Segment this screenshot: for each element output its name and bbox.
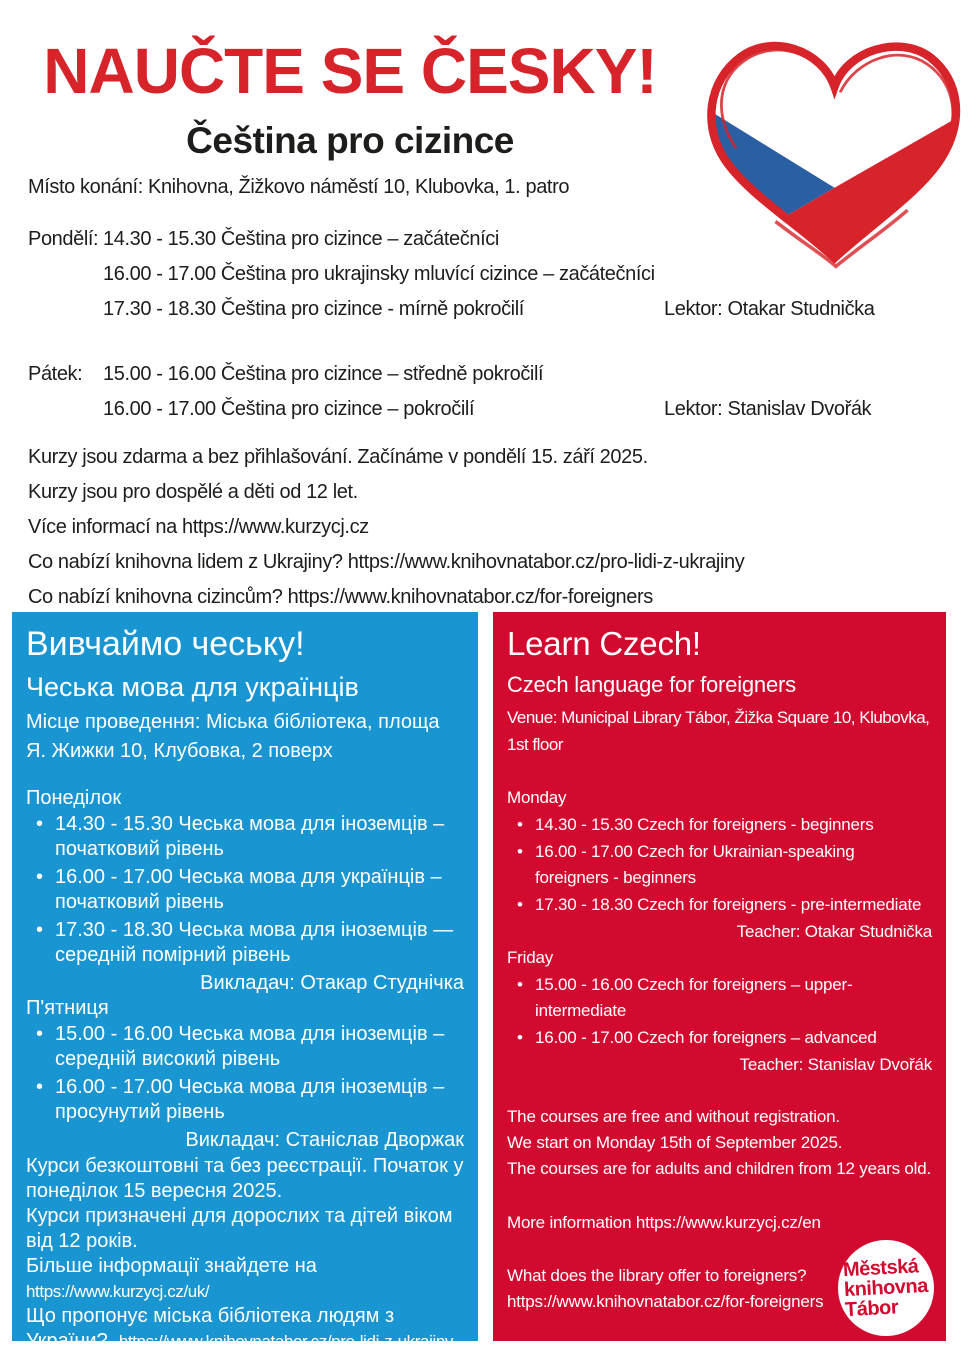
course-list-friday-en	[507, 972, 932, 1051]
course-item: • 15.00 - 16.00 Czech for foreigners – upper-intermediate	[507, 972, 932, 1024]
panel-subtitle-en: Czech language for foreigners	[507, 672, 796, 697]
note-line: Курси безкоштовні та без реєстрації. Початок у понеділок 15 вересня 2025.	[26, 1155, 464, 1202]
library-logo	[838, 1240, 934, 1336]
day-label-monday-en: Monday	[507, 788, 567, 807]
course-item: • 16.00 - 17.00 Чеська мова для українців – початковий рівень	[26, 865, 464, 915]
poster-title: NAUČTE SE ČESKY!	[43, 35, 657, 107]
schedule-item: 16.00 - 17.00 Čeština pro ukrajinsky mluvící cizince – začátečníci	[103, 263, 655, 285]
schedule-item: 16.00 - 17.00 Čeština pro cizince – pokročilí	[103, 398, 475, 420]
schedule-item: 17.30 - 18.30 Čeština pro cizince - mírně pokročilí	[103, 298, 524, 320]
panel-title-ua: Вивчаймо чеську!	[26, 625, 305, 663]
course-item: • 14.30 - 15.30 Czech for foreigners - beginners	[507, 812, 932, 838]
url-kurzycj-uk: https://www.kurzycj.cz/uk/	[26, 1282, 210, 1301]
course-list-monday-ua	[26, 812, 464, 968]
course-item: • 17.30 - 18.30 Czech for foreigners - pre-intermediate	[507, 892, 932, 918]
note-line: The courses are free and without registration.	[507, 1107, 840, 1126]
teacher-name: Викладач: Станіслав Дворжак	[185, 1129, 464, 1151]
teacher-name: Lektor: Otakar Studnička	[664, 298, 875, 320]
url-library-en: https://www.knihovnatabor.cz/for-foreigners	[507, 1292, 824, 1311]
teacher-name: Teacher: Otakar Studnička	[736, 922, 932, 941]
notes-en	[507, 1104, 932, 1182]
note-line: Курси призначені для дорослих та дітей віком від 12 років.	[26, 1205, 453, 1252]
info-line: Kurzy jsou zdarma a bez přihlašování. Začínáme v pondělí 15. září 2025.	[28, 446, 648, 468]
panel-subtitle-ua: Чеська мова для українців	[26, 672, 359, 702]
schedule-item: 15.00 - 16.00 Čeština pro cizince – středně pokročilí	[103, 363, 544, 385]
info-block-cz	[28, 440, 744, 615]
schedule-friday-label: Pátek:	[28, 363, 83, 385]
info-line: Více informací na https://www.kurzycj.cz	[28, 516, 369, 538]
library-logo-text: Městská knihovna Tábor	[842, 1255, 929, 1322]
url-library-ua: https://www.knihovnatabor.cz/pro-lidi-z-ukrajiny	[118, 1332, 453, 1351]
notes-ua	[26, 1154, 464, 1354]
course-list-monday-en	[507, 812, 932, 918]
note-line: Більше інформації знайдете на	[26, 1255, 317, 1277]
course-item: • 15.00 - 16.00 Чеська мова для іноземців – середній високий рівень	[26, 1022, 464, 1072]
info-line: Co nabízí knihovna lidem z Ukrajiny? https://www.knihovnatabor.cz/pro-lidi-z-ukrajiny	[28, 551, 745, 573]
teacher-name: Lektor: Stanislav Dvořák	[664, 398, 872, 420]
czech-flag-heart-icon	[692, 22, 977, 272]
more-info-line: More information https://www.kurzycj.cz/en	[507, 1213, 821, 1232]
day-label-friday-ua: П'ятниця	[26, 997, 109, 1019]
library-question-ua: Що пропонує міська бібліотека людям з України? https://www.knihovnatabor.cz/pro-lidi-z-ukrajiny	[26, 1305, 453, 1352]
library-question-en: What does the library offer to foreigners?	[507, 1266, 807, 1285]
course-item: • 14.30 - 15.30 Чеська мова для іноземців – початковий рівень	[26, 812, 464, 862]
info-line: Kurzy jsou pro dospělé a děti od 12 let.	[28, 481, 358, 503]
note-line: We start on Monday 15th of September 2025.	[507, 1133, 843, 1152]
teacher-name: Teacher: Stanislav Dvořák	[739, 1055, 932, 1074]
poster-subtitle: Čeština pro cizince	[186, 120, 514, 161]
teacher-name: Викладач: Отакар Студнічка	[200, 972, 464, 994]
english-panel	[493, 612, 946, 1341]
course-list-friday-ua	[26, 1022, 464, 1125]
day-label-monday-ua: Понеділок	[26, 787, 122, 809]
course-item: • 16.00 - 17.00 Czech for Ukrainian-speaking foreigners - beginners	[507, 839, 932, 891]
schedule-monday-label: Pondělí:	[28, 228, 99, 250]
course-item: • 16.00 - 17.00 Czech for foreigners – advanced	[507, 1025, 932, 1051]
panel-title-en: Learn Czech!	[507, 625, 701, 662]
venue-line-cz: Místo konání: Knihovna, Žižkovo náměstí 10, Klubovka, 1. patro	[28, 176, 570, 198]
course-item: • 16.00 - 17.00 Чеська мова для іноземців – просунутий рівень	[26, 1075, 464, 1125]
info-line: Co nabízí knihovna cizincům? https://www.knihovnatabor.cz/for-foreigners	[28, 586, 653, 608]
ukrainian-panel	[12, 612, 478, 1352]
day-label-friday-en: Friday	[507, 948, 554, 967]
course-item: • 17.30 - 18.30 Чеська мова для іноземців — середній помірний рівень	[26, 918, 464, 968]
note-line: The courses are for adults and children from 12 years old.	[507, 1159, 932, 1178]
venue-line-en: Venue: Municipal Library Tábor, Žižka Square 10, Klubovka, 1st floor	[507, 708, 930, 754]
schedule-item: 14.30 - 15.30 Čeština pro cizince – začátečníci	[103, 228, 499, 250]
venue-line-ua: Місце проведення: Міська бібліотека, площа Я. Жижки 10, Клубовка, 2 поверх	[26, 711, 440, 762]
